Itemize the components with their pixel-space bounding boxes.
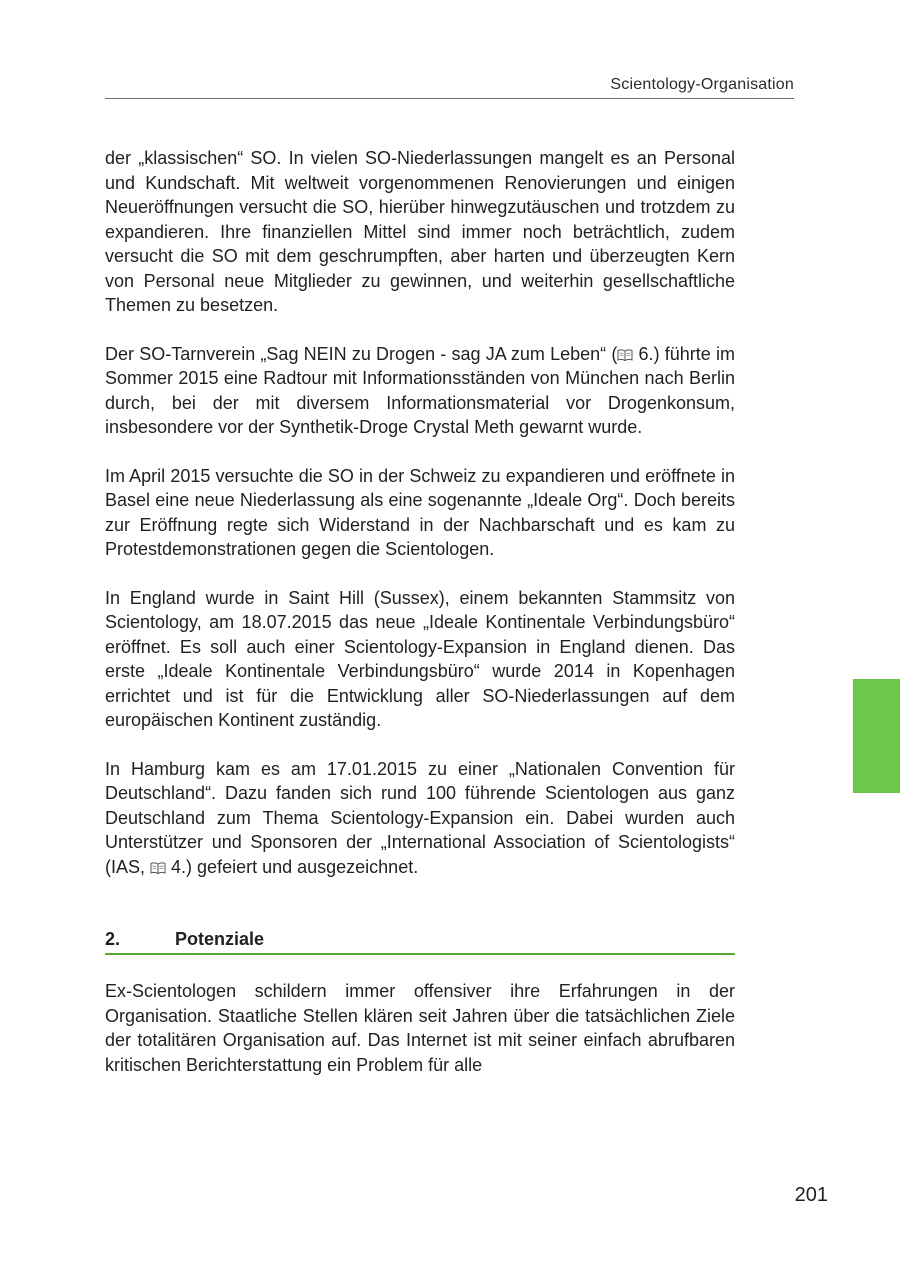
book-icon [150, 862, 166, 874]
book-icon [617, 349, 633, 361]
reference-4: 4. [171, 856, 187, 877]
paragraph-5-text-b: ) gefeiert und ausgezeichnet. [186, 856, 419, 877]
paragraph-4: In England wurde in Saint Hill (Sussex), einem bekannten Stammsitz von Scientology, am 18.07.2015 das neue „Ideale Kontinentale Verbindungsbüro“ eröffnet. Es soll auch einer Scientology-Expansion in England dienen. Das erste „Ideale Kontinentale Verbindungsbüro“ wurde 2014 in Kopenhagen errichtet und ist für die Entwicklung aller SO-Niederlassungen auf dem europäischen Kontinent zuständig. [105, 587, 735, 730]
paragraph-2-text-a: Der SO-Tarnverein „Sag NEIN zu Drogen - sag JA zum Leben“ ( [105, 343, 618, 364]
reference-6: 6. [638, 343, 654, 364]
section-title: Potenziale [175, 929, 265, 949]
chapter-side-tab [853, 679, 900, 793]
paragraph-3: Im April 2015 versuchte die SO in der Schweiz zu expandieren und eröffnete in Basel eine neue Niederlassung als eine sogenannte „Ideale Org“. Doch bereits zur Eröffnung regte sich Widerstand in der Nachbarschaft und es kam zu Protestdemonstrationen gegen die Scientologen. [105, 465, 735, 559]
paragraph-6: Ex-Scientologen schildern immer offensiver ihre Erfahrungen in der Organisation. Staatliche Stellen klären seit Jahren über die tatsächlichen Ziele der totalitären Organisation auf. Das Internet ist mit seiner einfach abrufbaren kritischen Berichterstattung ein Problem für alle [105, 981, 735, 1075]
section-heading [105, 929, 735, 955]
running-header [105, 74, 794, 99]
paragraph-2 [105, 342, 735, 440]
page-content [105, 146, 735, 1101]
section-number: 2. [105, 929, 121, 949]
running-title: Scientology-Organisation [610, 76, 794, 93]
page-number: 201 [794, 1184, 828, 1206]
paragraph-2-text-b: ) führte im Sommer 2015 eine Radtour mit Informationsständen von München nach Berlin durch, bei der mit diversem Informationsmaterial vor Drogenkonsum, insbesondere vor der Synthetik-Droge Crystal Meth gewarnt wurde. [105, 343, 735, 437]
paragraph-1: der „klassischen“ SO. In vielen SO-Niederlassungen mangelt es an Personal und Kundschaft. Mit weltweit vorgenommenen Renovierungen und einigen Neueröffnungen versucht die SO, hierüber hinwegzutäuschen und trotzdem zu expandieren. Ihre finanziellen Mittel sind immer noch beträchtlich, zudem versucht die SO mit dem geschrumpften, aber harten und überzeugten Kern von Personal neue Mitglieder zu gewinnen, und weiterhin gesellschaftliche Themen zu besetzen. [105, 148, 735, 315]
paragraph-5 [105, 757, 735, 880]
paragraph-5-text-a: In Hamburg kam es am 17.01.2015 zu einer „Nationalen Convention für Deutschland“. Dazu fanden sich rund 100 führende Scientologen aus ganz Deutschland zum Thema Scientology-Expansion ein. Dabei wurden auch Unterstützer und Sponsoren der „International Association of Scientologists“ (IAS, [105, 758, 735, 877]
